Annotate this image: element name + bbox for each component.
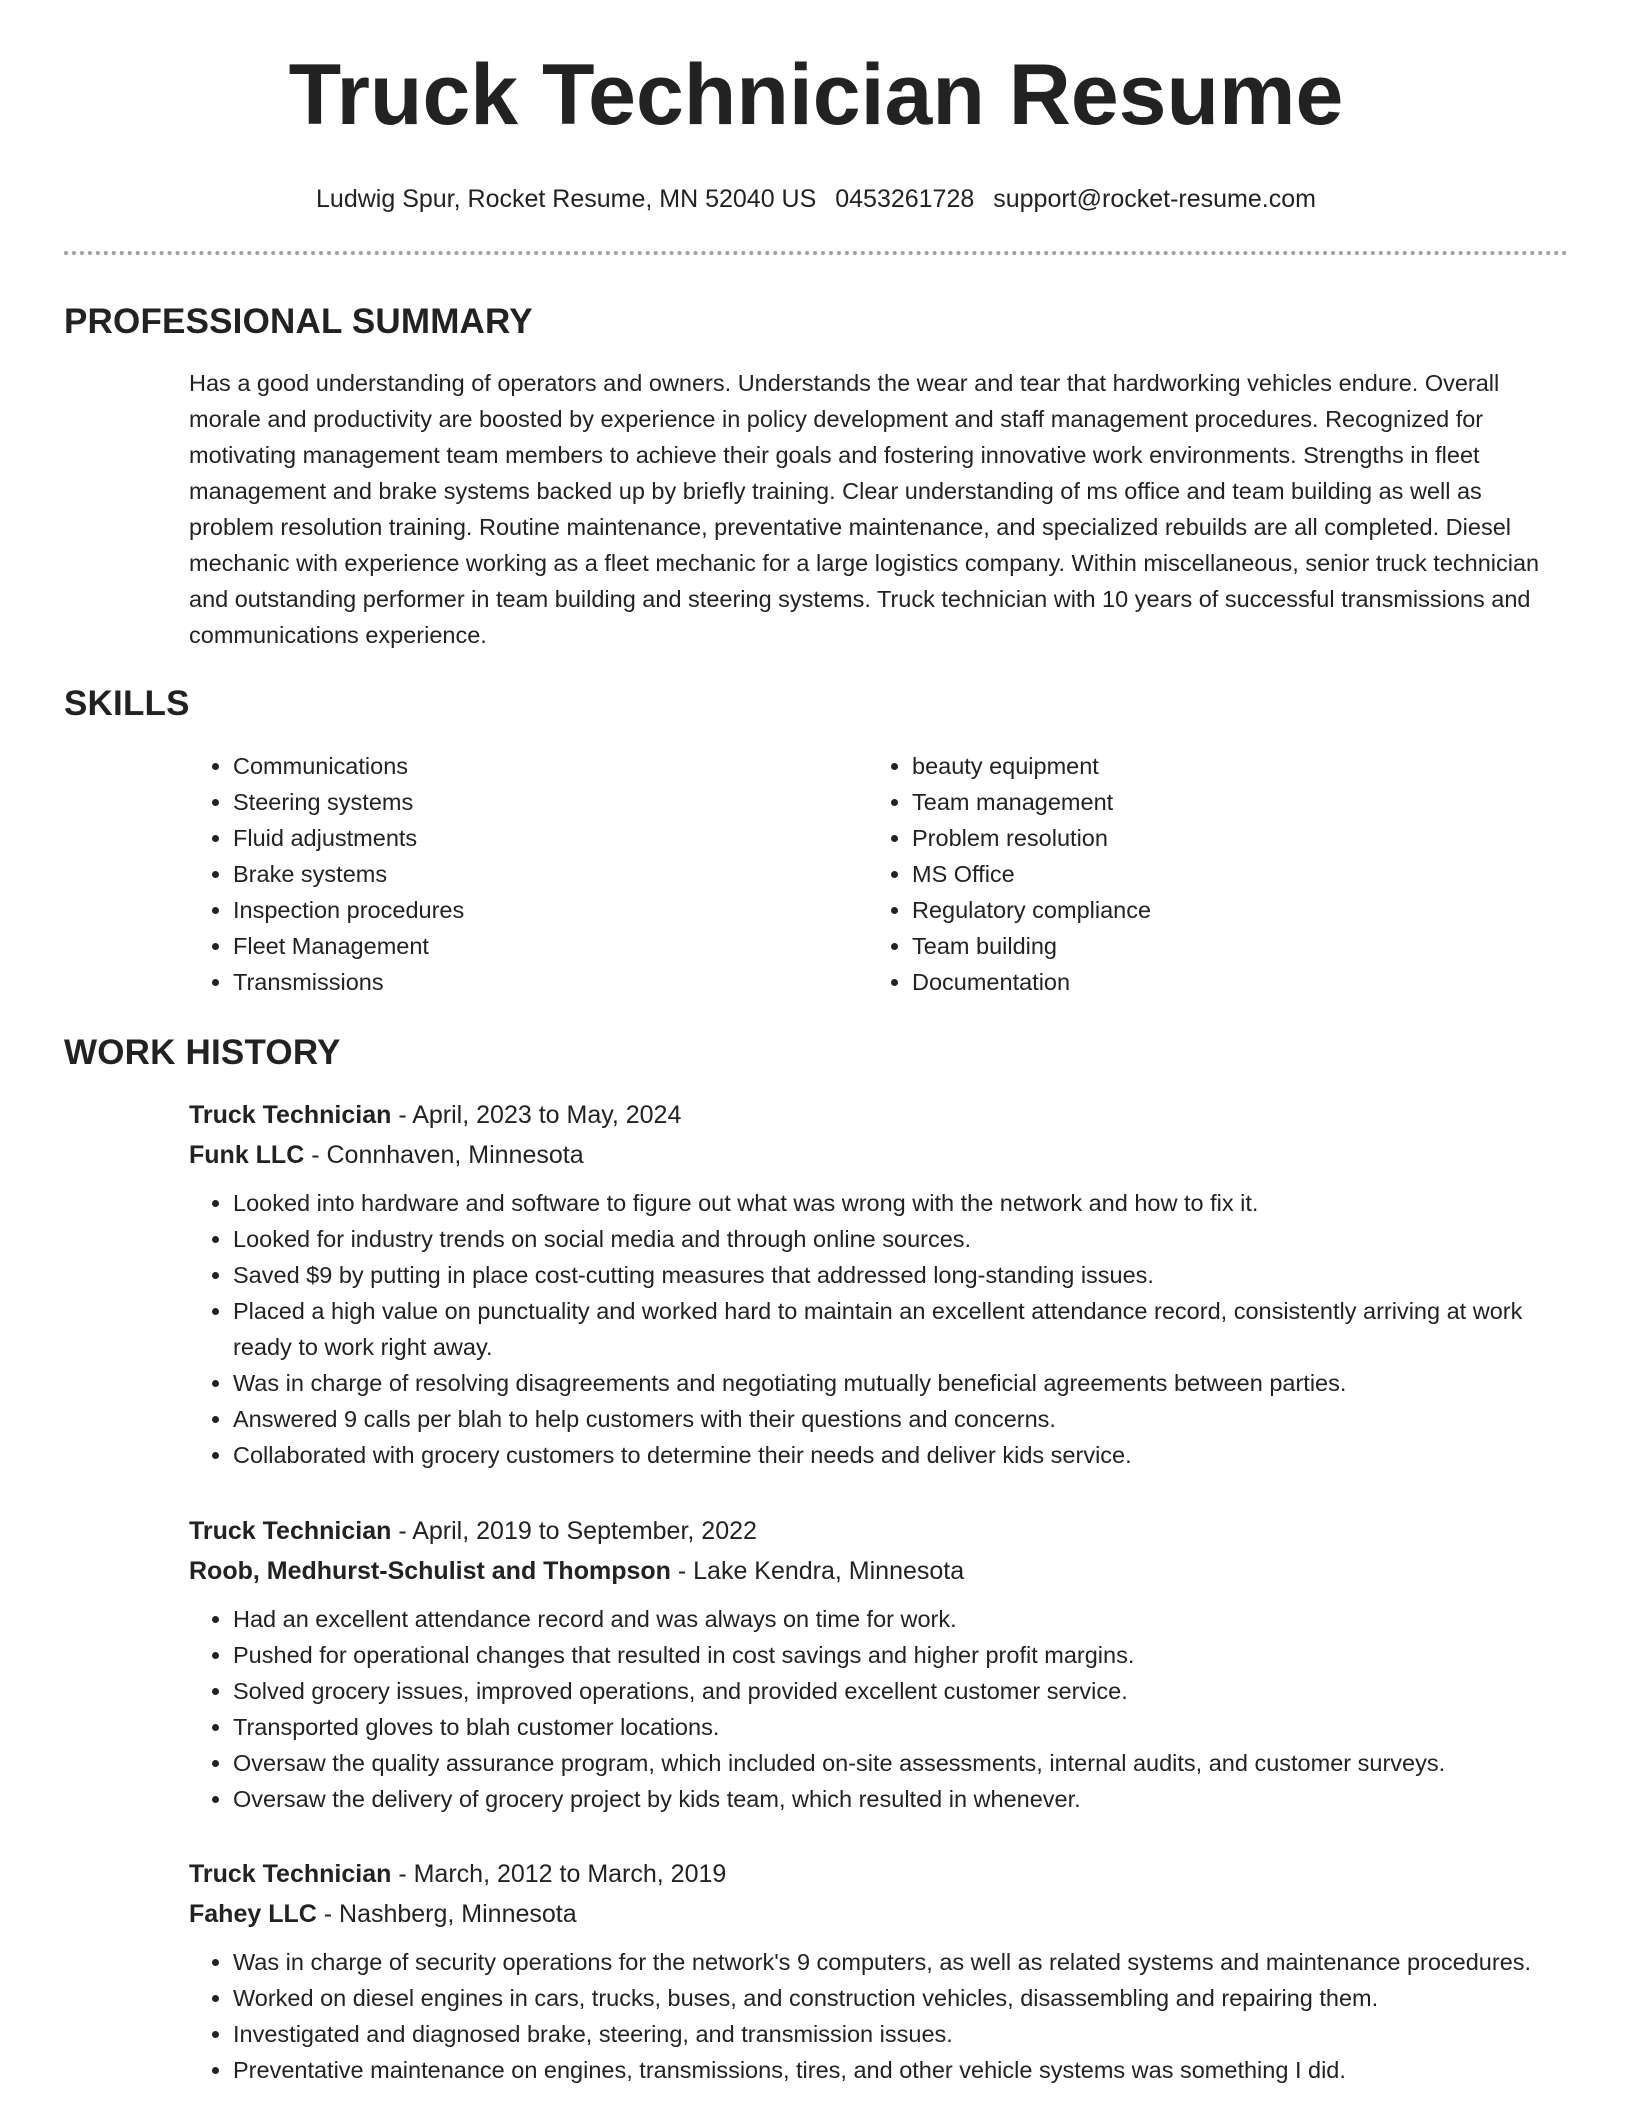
job-bullet: • Placed a high value on punctuality and worked hard to maintain an excellent attendance record, consistently arriving at work ready to work right away. [233,1293,1569,1365]
summary-heading: PROFESSIONAL SUMMARY [64,302,533,341]
job-company: Fahey LLC [189,1900,317,1928]
skill-item: • Steering systems [233,784,853,820]
job-title: Truck Technician [189,1101,392,1129]
job-dates: - April, 2019 to September, 2022 [391,1517,757,1545]
skill-item: • Inspection procedures [233,892,853,928]
skill-item: • Team building [912,928,1532,964]
skill-item: • Brake systems [233,856,853,892]
job-bullets [189,1601,1569,1817]
job-title-line [189,1854,1569,1894]
skill-item: • Documentation [912,964,1532,1000]
job-title: Truck Technician [189,1517,392,1545]
job-bullet: • Saved $9 by putting in place cost-cutting measures that addressed long-standing issues. [233,1257,1569,1293]
work-heading: WORK HISTORY [64,1033,341,1072]
contact-address: Ludwig Spur, Rocket Resume, MN 52040 US [316,185,817,213]
job-dates: - April, 2023 to May, 2024 [391,1101,682,1129]
skill-item: • Problem resolution [912,820,1532,856]
contact-phone: 0453261728 [835,185,975,213]
job-bullet: • Investigated and diagnosed brake, steering, and transmission issues. [233,2016,1569,2052]
job-bullets [189,1185,1569,1473]
job-bullet: • Looked for industry trends on social media and through online sources. [233,1221,1569,1257]
job-bullets [189,1944,1569,2088]
skills-list-left [189,748,853,1000]
job-bullet: • Answered 9 calls per blah to help customers with their questions and concerns. [233,1401,1569,1437]
job-bullet: • Solved grocery issues, improved operations, and provided excellent customer service. [233,1673,1569,1709]
skill-item: • Fleet Management [233,928,853,964]
job-entry [189,1095,1569,1473]
skills-heading: SKILLS [64,684,190,723]
contact-line [0,184,1632,214]
job-bullet: • Collaborated with grocery customers to determine their needs and deliver kids service. [233,1437,1569,1473]
job-bullet: • Was in charge of resolving disagreements and negotiating mutually beneficial agreements between parties. [233,1365,1569,1401]
job-title-line [189,1095,1569,1135]
job-title: Truck Technician [189,1860,392,1888]
job-location: - Nashberg, Minnesota [316,1900,577,1928]
skill-item: • Communications [233,748,853,784]
job-location: - Connhaven, Minnesota [304,1141,584,1169]
skill-item: • Fluid adjustments [233,820,853,856]
job-bullet: • Oversaw the delivery of grocery project by kids team, which resulted in whenever. [233,1781,1569,1817]
resume-title: Truck Technician Resume [288,47,1344,143]
job-entry [189,1511,1569,1817]
contact-email: support@rocket-resume.com [993,185,1316,213]
skill-item: • Team management [912,784,1532,820]
job-bullet: • Transported gloves to blah customer locations. [233,1709,1569,1745]
job-entry [189,1854,1569,2088]
job-bullet: • Preventative maintenance on engines, transmissions, tires, and other vehicle systems was something I did. [233,2052,1569,2088]
job-company-line [189,1551,1569,1591]
skill-item: • Transmissions [233,964,853,1000]
skill-item: • MS Office [912,856,1532,892]
job-company: Roob, Medhurst-Schulist and Thompson [189,1557,671,1585]
job-bullet: • Worked on diesel engines in cars, trucks, buses, and construction vehicles, disassembling and repairing them. [233,1980,1569,2016]
job-title-line [189,1511,1569,1551]
job-location: - Lake Kendra, Minnesota [670,1557,965,1585]
summary-text: Has a good understanding of operators and owners. Understands the wear and tear that hardworking vehicles endure. Overall morale and productivity are boosted by experience in policy development and staff management procedures. Recognized for motivating management team members to achieve their goals and fostering innovative work environments. Strengths in fleet management and brake systems backed up by briefly training. Clear understanding of ms office and team building as well as problem resolution training. Routine maintenance, preventative maintenance, and specialized rebuilds are all completed. Diesel mechanic with experience working as a fleet mechanic for a large logistics company. Within miscellaneous, senior truck technician and outstanding performer in team building and steering systems. Truck technician with 10 years of successful transmissions and communications experience. [189,370,1540,648]
job-bullet: • Oversaw the quality assurance program, which included on-site assessments, internal audits, and customer surveys. [233,1745,1569,1781]
job-bullet: • Was in charge of security operations for the network's 9 computers, as well as related systems and maintenance procedures. [233,1944,1569,1980]
header-divider [64,251,1568,255]
job-bullet: • Looked into hardware and software to figure out what was wrong with the network and how to fix it. [233,1185,1569,1221]
skill-item: • beauty equipment [912,748,1532,784]
job-bullet: • Had an excellent attendance record and was always on time for work. [233,1601,1569,1637]
skill-item: • Regulatory compliance [912,892,1532,928]
job-dates: - March, 2012 to March, 2019 [391,1860,727,1888]
job-company: Funk LLC [189,1141,305,1169]
job-bullet: • Pushed for operational changes that resulted in cost savings and higher profit margins. [233,1637,1569,1673]
skills-list-right [868,748,1532,1000]
job-company-line [189,1135,1569,1175]
job-company-line [189,1894,1569,1934]
